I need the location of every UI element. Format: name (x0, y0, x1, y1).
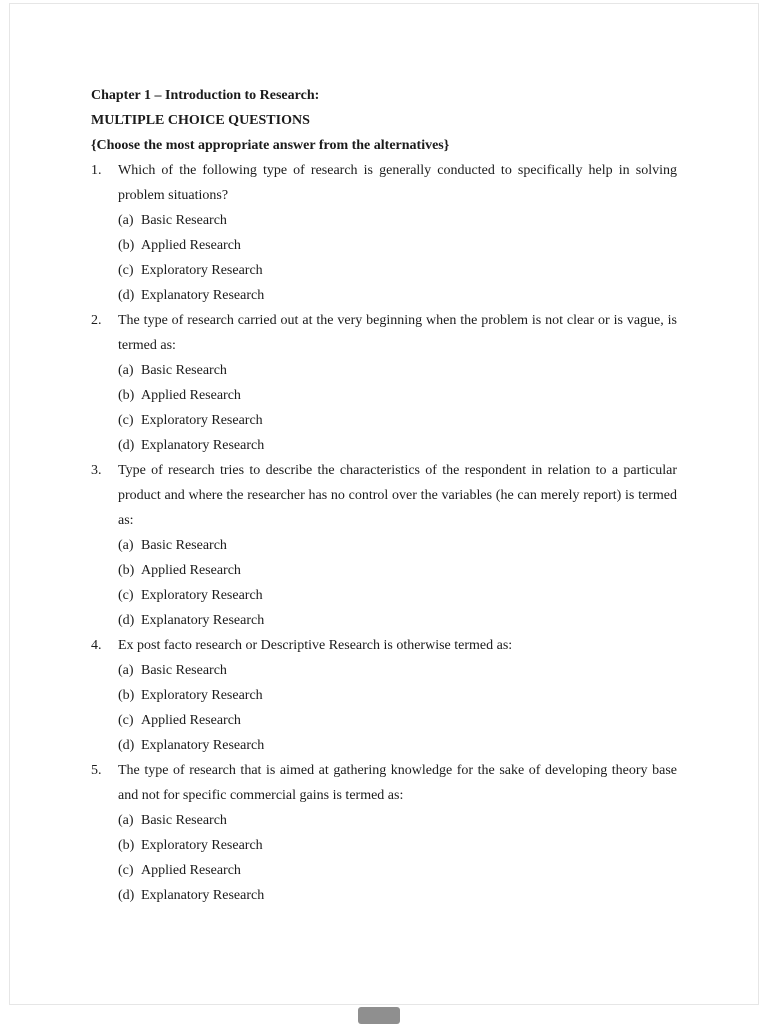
options-list (118, 658, 677, 758)
option-item (118, 283, 677, 308)
question-item (91, 458, 677, 633)
option-marker: (b) (118, 838, 135, 853)
option-label: Explanatory Research (141, 738, 265, 753)
question-item (91, 308, 677, 458)
question-text: The type of research that is aimed at gathering knowledge for the sake of developing theory base and not for specific commercial gains is termed as: (118, 763, 677, 803)
option-marker: (c) (118, 263, 134, 278)
option-item (118, 833, 677, 858)
option-label: Exploratory Research (141, 263, 263, 278)
question-text: The type of research carried out at the very beginning when the problem is not clear or is vague, is termed as: (118, 313, 677, 353)
scrollbar-thumb[interactable] (358, 1007, 400, 1024)
question-number: 1. (91, 163, 102, 178)
option-label: Exploratory Research (141, 688, 263, 703)
document-content (91, 83, 677, 908)
options-list (118, 808, 677, 908)
option-marker: (a) (118, 538, 134, 553)
option-label: Basic Research (141, 213, 227, 228)
instruction-line: {Choose the most appropriate answer from the alternatives} (91, 138, 450, 153)
option-marker: (a) (118, 813, 134, 828)
option-item (118, 358, 677, 383)
option-label: Explanatory Research (141, 888, 265, 903)
option-marker: (a) (118, 663, 134, 678)
question-item (91, 158, 677, 308)
section-title: MULTIPLE CHOICE QUESTIONS (91, 113, 310, 128)
option-label: Exploratory Research (141, 413, 263, 428)
options-list (118, 208, 677, 308)
option-label: Explanatory Research (141, 613, 265, 628)
option-marker: (a) (118, 363, 134, 378)
options-list (118, 358, 677, 458)
option-item (118, 858, 677, 883)
option-marker: (d) (118, 613, 135, 628)
option-marker: (d) (118, 888, 135, 903)
option-item (118, 258, 677, 283)
option-marker: (a) (118, 213, 134, 228)
question-number: 3. (91, 463, 102, 478)
question-item (91, 758, 677, 908)
chapter-title: Chapter 1 – Introduction to Research: (91, 88, 320, 103)
option-label: Explanatory Research (141, 438, 265, 453)
option-marker: (c) (118, 863, 134, 878)
question-text: Which of the following type of research is generally conducted to specifically help in solving problem situations? (118, 163, 677, 203)
question-number: 5. (91, 763, 102, 778)
option-label: Explanatory Research (141, 288, 265, 303)
question-number: 4. (91, 638, 102, 653)
option-item (118, 658, 677, 683)
option-item (118, 558, 677, 583)
option-item (118, 608, 677, 633)
option-marker: (b) (118, 388, 135, 403)
question-number: 2. (91, 313, 102, 328)
option-item (118, 583, 677, 608)
option-item (118, 408, 677, 433)
option-label: Exploratory Research (141, 588, 263, 603)
option-label: Applied Research (141, 713, 241, 728)
option-marker: (d) (118, 288, 135, 303)
option-item (118, 533, 677, 558)
option-label: Applied Research (141, 388, 241, 403)
option-item (118, 233, 677, 258)
question-item (91, 633, 677, 758)
option-label: Exploratory Research (141, 838, 263, 853)
option-item (118, 433, 677, 458)
question-text: Ex post facto research or Descriptive Research is otherwise termed as: (118, 638, 513, 653)
option-marker: (d) (118, 738, 135, 753)
option-label: Basic Research (141, 663, 227, 678)
option-marker: (c) (118, 713, 134, 728)
option-label: Basic Research (141, 538, 227, 553)
option-item (118, 683, 677, 708)
option-item (118, 383, 677, 408)
option-marker: (c) (118, 413, 134, 428)
option-label: Applied Research (141, 238, 241, 253)
option-label: Basic Research (141, 813, 227, 828)
option-label: Basic Research (141, 363, 227, 378)
option-marker: (c) (118, 588, 134, 603)
option-item (118, 883, 677, 908)
option-marker: (b) (118, 238, 135, 253)
options-list (118, 533, 677, 633)
option-marker: (b) (118, 563, 135, 578)
question-text: Type of research tries to describe the characteristics of the respondent in relation to a particular product and where the researcher has no control over the variables (he can merely report) is termed as: (118, 463, 677, 528)
option-label: Applied Research (141, 563, 241, 578)
questions-list (91, 158, 677, 908)
option-item (118, 208, 677, 233)
option-marker: (d) (118, 438, 135, 453)
option-marker: (b) (118, 688, 135, 703)
option-item (118, 733, 677, 758)
option-label: Applied Research (141, 863, 241, 878)
option-item (118, 808, 677, 833)
option-item (118, 708, 677, 733)
